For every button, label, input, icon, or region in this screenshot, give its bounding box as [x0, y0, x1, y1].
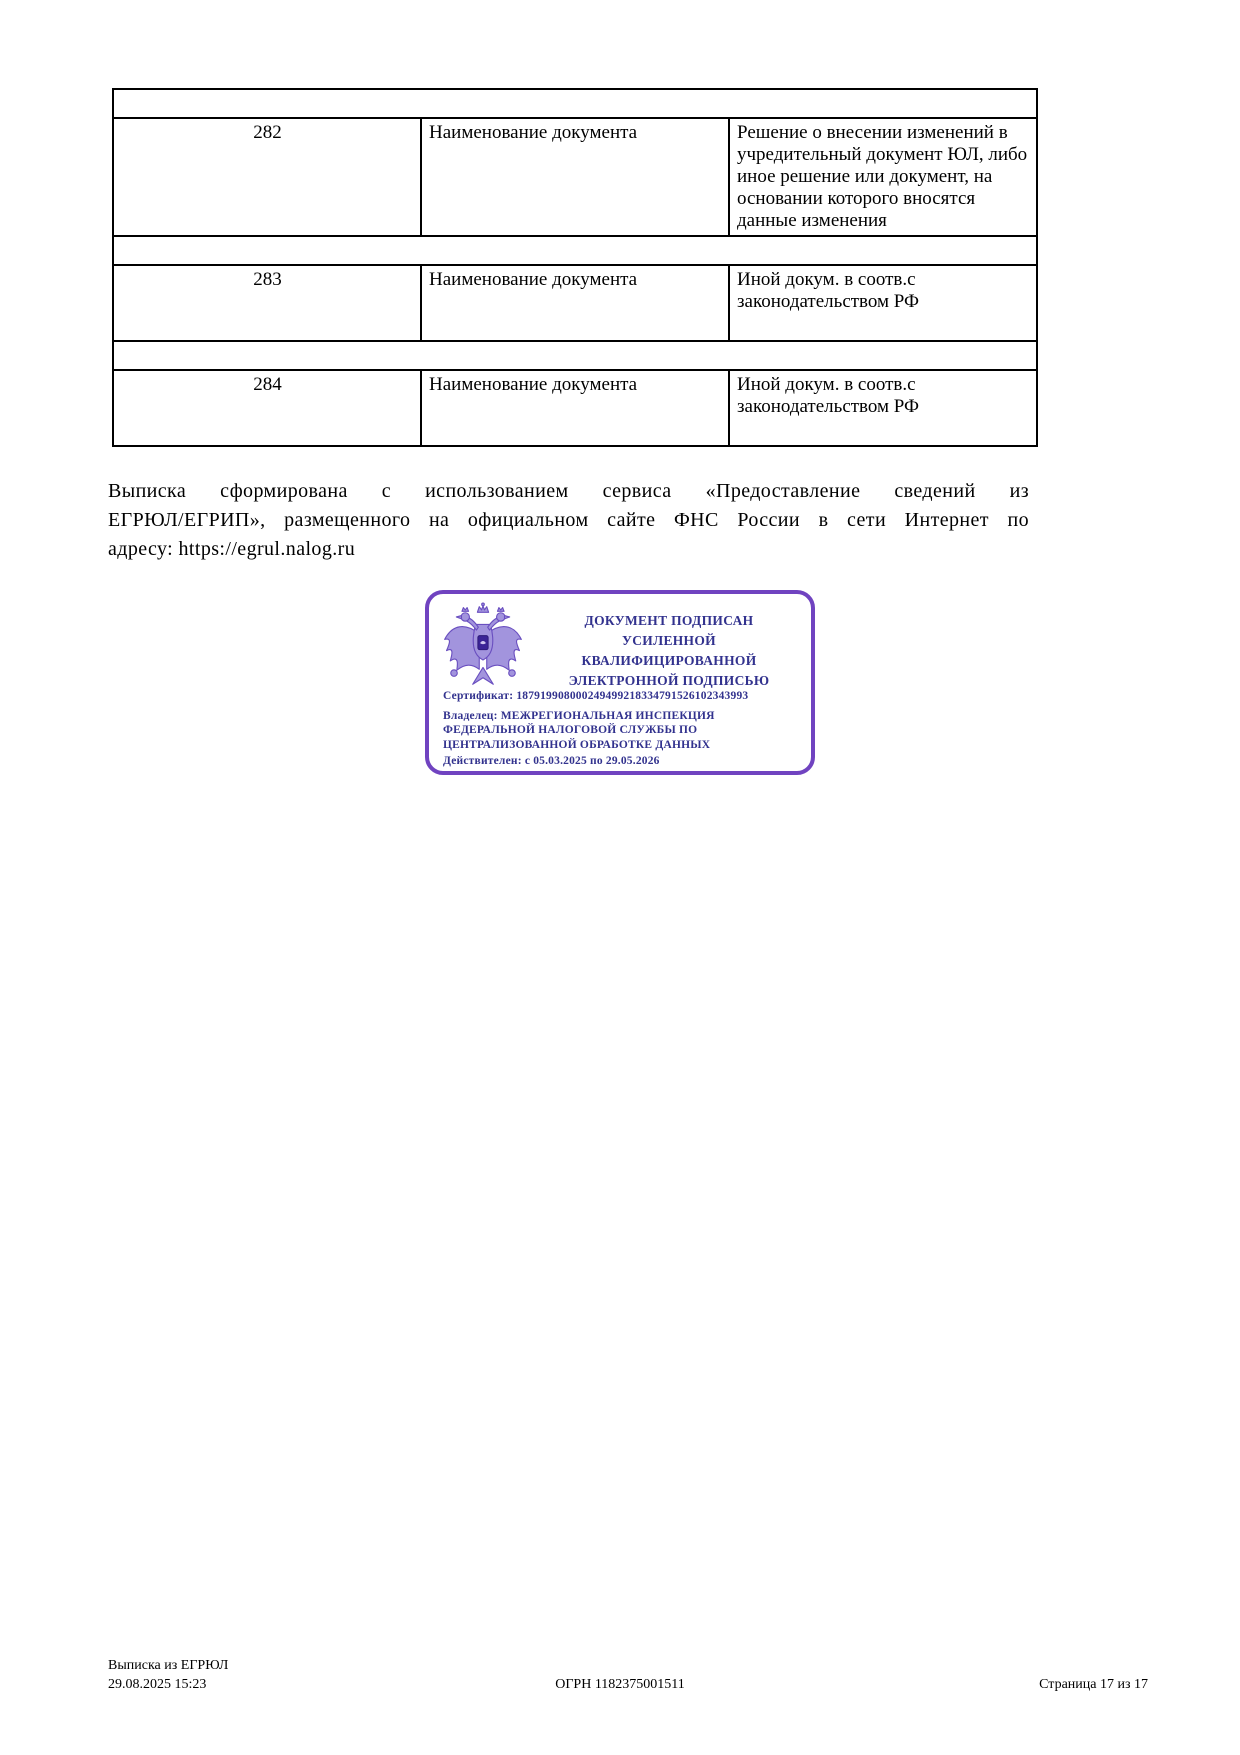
row-label-cell: Наименование документа — [421, 265, 729, 341]
table-spacer-row — [113, 341, 1037, 370]
row-value-cell: Иной докум. в соотв.с законодательством РФ — [729, 370, 1037, 446]
digital-signature-stamp — [425, 590, 815, 775]
stamp-title — [533, 611, 805, 691]
row-label-cell: Наименование документа — [421, 118, 729, 236]
owner-line — [443, 709, 803, 753]
row-number-cell: 283 — [113, 265, 421, 341]
footer-ogrn: ОГРН 1182375001511 — [555, 1677, 685, 1692]
stamp-title-line: УСИЛЕННОЙ КВАЛИФИЦИРОВАННОЙ — [581, 633, 757, 668]
footer-doc-type: Выписка из ЕГРЮЛ — [108, 1658, 229, 1673]
validity-value: с 05.03.2025 по 29.05.2026 — [524, 755, 660, 767]
row-number-cell: 284 — [113, 370, 421, 446]
note-line: Выписка сформирована с использованием сервиса «Предоставление сведений из — [108, 480, 1029, 502]
row-number-cell: 282 — [113, 118, 421, 236]
documents-table — [112, 88, 1038, 447]
row-value-cell: Решение о внесении изменений в учредительный документ ЮЛ, либо иное решение или документ, на основании которого вносятся данные изменения — [729, 118, 1037, 236]
validity-line — [443, 754, 803, 769]
row-value-cell: Иной докум. в соотв.с законодательством РФ — [729, 265, 1037, 341]
table-row — [113, 118, 1037, 236]
certificate-label: Сертификат: — [443, 690, 514, 702]
stamp-title-line: ДОКУМЕНТ ПОДПИСАН — [584, 613, 754, 628]
spacer-cell — [113, 341, 1037, 370]
spacer-cell — [113, 89, 1037, 118]
extract-note — [108, 477, 1029, 564]
footer-page-number: Страница 17 из 17 — [1039, 1677, 1148, 1692]
owner-label: Владелец: — [443, 709, 498, 722]
table-row — [113, 265, 1037, 341]
owner-value: МЕЖРЕГИОНАЛЬНАЯ ИНСПЕКЦИЯ ФЕДЕРАЛЬНОЙ НАЛОГОВОЙ СЛУЖБЫ ПО ЦЕНТРАЛИЗОВАННОЙ ОБРАБОТКЕ ДАННЫХ — [443, 709, 715, 751]
table-row — [113, 370, 1037, 446]
table-spacer-row — [113, 89, 1037, 118]
footer-timestamp: 29.08.2025 15:23 — [108, 1677, 207, 1692]
certificate-line — [443, 689, 803, 704]
stamp-title-line: ЭЛЕКТРОННОЙ ПОДПИСЬЮ — [568, 673, 770, 688]
spacer-cell — [113, 236, 1037, 265]
note-line: ЕГРЮЛ/ЕГРИП», размещенного на официальном сайте ФНС России в сети Интернет по — [108, 509, 1029, 531]
certificate-value: 187919908000249499218334791526102343993 — [516, 690, 749, 702]
note-line: адресу: https://egrul.nalog.ru — [108, 538, 356, 560]
row-label-cell: Наименование документа — [421, 370, 729, 446]
coat-of-arms-icon — [439, 602, 527, 688]
validity-label: Действителен: — [443, 755, 522, 767]
stamp-details — [443, 689, 803, 769]
table-spacer-row — [113, 236, 1037, 265]
